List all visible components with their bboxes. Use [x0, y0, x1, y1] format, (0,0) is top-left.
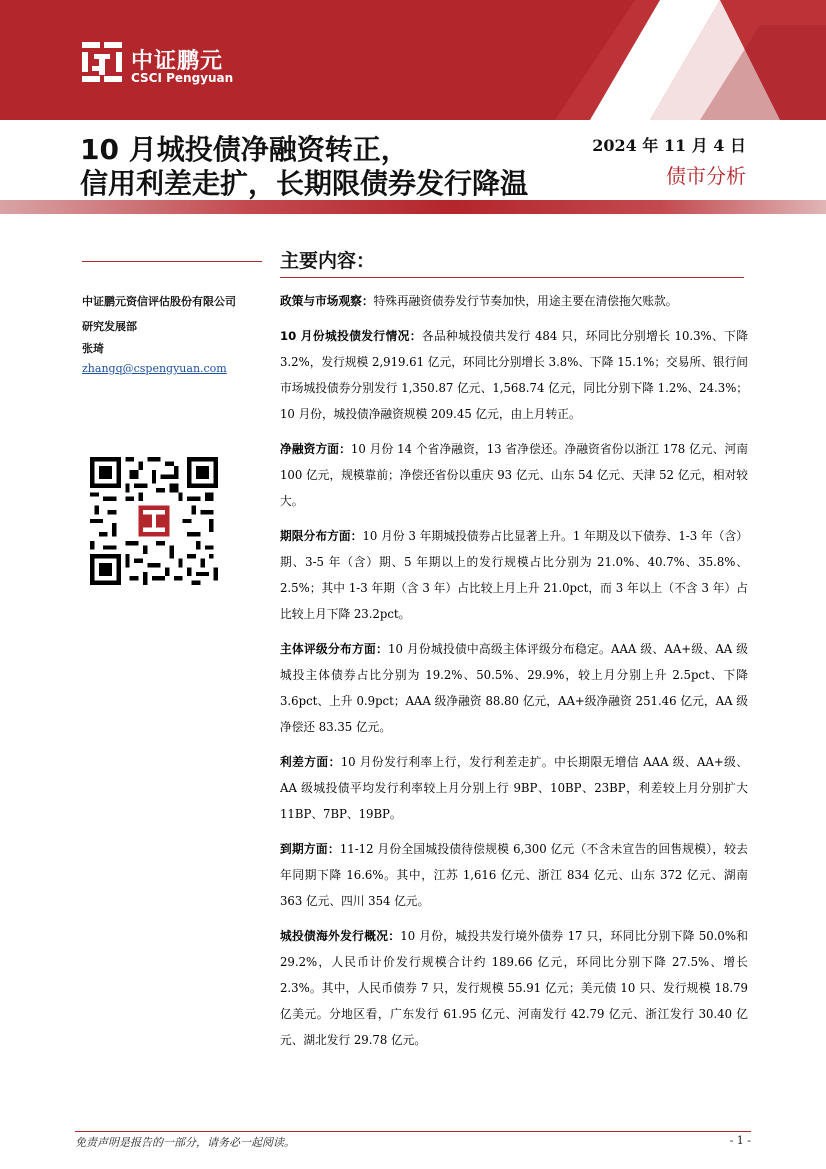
footer-disclaimer: 免责声明是报告的一部分，请务必一起阅读。	[75, 1136, 295, 1149]
paragraph-text: 10 月份 3 年期城投债券占比显著上升。1 年期及以下债券、1-3 年（含）期、3-5 年（含）期、5 年期以上的发行规模占比分别为 21.0%、40.7%、35.8%、2.5%；其中 1-3 年期（含 3 年）占比较上月上升 21.0pct，而 3 年以上（不含 3 年）占比较上月下降 23.2pct。	[280, 529, 748, 621]
paragraph-text: 10 月份 14 个省净融资，13 省净偿还。净融资省份以浙江 178 亿元、河南 100 亿元，规模靠前；净偿还省份以重庆 93 亿元、山东 54 亿元、天津 52 亿元，相对较大。	[280, 442, 748, 508]
company-logo-icon	[78, 38, 126, 86]
paragraph-text: 特殊再融资债券发行节奏加快，用途主要在清偿拖欠账款。	[373, 294, 678, 308]
paragraph-label: 净融资方面	[280, 442, 340, 456]
paragraph-text: 10 月份，城投共发行境外债券 17 只，环同比分别下降 50.0%和 29.2%，人民币计价发行规模合计约 189.66 亿元，环同比分别下降 27.5%、增长 2.3%。其中，人民币债券 7 只，发行规模 55.91 亿元；美元债 10 只、发行规模 18.79 亿美元。分地区看，广东发行 61.95 亿元、河南发行 42.79 亿元、浙江发行 30.40 亿元、湖北发行 29.78 亿元。	[280, 929, 748, 1047]
paragraph-overseas: 城投债海外发行概况：10 月份，城投共发行境外债券 17 只，环同比分别下降 50.0%和 29.2%，人民币计价发行规模合计约 189.66 亿元，环同比分别下降 27.5%、增长 2.3%。其中，人民币债券 7 只，发行规模 55.91 亿元；美元债 10 只、发行规模 18.79 亿美元。分地区看，广东发行 61.95 亿元、河南发行 42.79 亿元、浙江发行 30.40 亿元、湖北发行 29.78 亿元。	[280, 929, 748, 1047]
header-band	[0, 0, 826, 120]
paragraph-label: 期限分布方面	[280, 529, 351, 543]
author-name: 张琦	[82, 342, 104, 355]
author-email-link[interactable]: zhangq@cspengyuan.com	[82, 362, 227, 375]
paragraph-text: 10 月份发行利率上行，发行利差走扩。中长期限无增信 AAA 级、AA+级、AA 级城投债平均发行利率较上月分别上行 9BP、10BP、23BP，利差较上月分别扩大 11BP、7BP、19BP。	[280, 755, 748, 821]
qr-code-icon	[90, 457, 218, 585]
report-category: 债市分析	[666, 164, 746, 188]
paragraph-label: 城投债海外发行概况	[280, 929, 389, 943]
report-date: 2024 年 11 月 4 日	[592, 136, 746, 155]
main-heading: 主要内容：	[280, 250, 376, 272]
paragraph-text: 各品种城投债共发行 484 只，环同比分别增长 10.3%、下降 3.2%，发行规模 2,919.61 亿元，环同比分别增长 3.8%、下降 15.1%；交易所、银行间市场城投债券分别发行 1,350.87 亿元、1,568.74 亿元，同比分别下降 1.2%、24.3%；10 月份，城投债净融资规模 209.45 亿元，由上月转正。	[280, 329, 748, 421]
report-title-line-2: 信用利差走扩，长期限债券发行降温	[80, 167, 529, 200]
organization-name: 中证鹏元资信评估股份有限公司	[82, 295, 236, 308]
paragraph-spread: 利差方面：10 月份发行利率上行，发行利差走扩。中长期限无增信 AAA 级、AA+级、AA 级城投债平均发行利率较上月分别上行 9BP、10BP、23BP，利差较上月分别扩大 11BP、7BP、19BP。	[280, 755, 748, 821]
paragraph-text: 11-12 月份全国城投债待偿规模 6,300 亿元（不含未宣告的回售规模），较去年同期下降 16.6%。其中，江苏 1,616 亿元、浙江 834 亿元、山东 372 亿元、湖南 363 亿元、四川 354 亿元。	[280, 842, 748, 908]
paragraph-rating: 主体评级分布方面：10 月份城投债中高级主体评级分布稳定。AAA 级、AA+级、AA 级城投主体债券占比分别为 19.2%、50.5%、29.9%，较上月分别上升 2.5pct、下降 3.6pct、上升 0.9pct；AAA 级净融资 88.80 亿元，AA+级净融资 251.46 亿元，AA 级净偿还 83.35 亿元。	[280, 642, 748, 734]
paragraph-text: 10 月份城投债中高级主体评级分布稳定。AAA 级、AA+级、AA 级城投主体债券占比分别为 19.2%、50.5%、29.9%，较上月分别上升 2.5pct、下降 3.6pct、上升 0.9pct；AAA 级净融资 88.80 亿元，AA+级净融资 251.46 亿元，AA 级净偿还 83.35 亿元。	[280, 642, 748, 734]
paragraph-label: 主体评级分布方面	[280, 642, 377, 656]
paragraph-maturity-term: 期限分布方面：10 月份 3 年期城投债券占比显著上升。1 年期及以下债券、1-3 年（含）期、3-5 年（含）期、5 年期以上的发行规模占比分别为 21.0%、40.7%、35.8%、2.5%；其中 1-3 年期（含 3 年）占比较上月上升 21.0pct，而 3 年以上（不含 3 年）占比较上月下降 23.2pct。	[280, 529, 748, 621]
paragraph-maturity: 到期方面：11-12 月份全国城投债待偿规模 6,300 亿元（不含未宣告的回售规模），较去年同期下降 16.6%。其中，江苏 1,616 亿元、浙江 834 亿元、山东 372 亿元、湖南 363 亿元、四川 354 亿元。	[280, 842, 748, 908]
page-number: - 1 -	[729, 1134, 751, 1147]
department-name: 研究发展部	[82, 320, 137, 333]
footer-divider	[75, 1131, 751, 1132]
brand-name-en: CSCI Pengyuan	[131, 71, 234, 85]
main-content	[280, 288, 748, 1062]
paragraph-net-financing: 净融资方面：10 月份 14 个省净融资，13 省净偿还。净融资省份以浙江 178 亿元、河南 100 亿元，规模靠前；净偿还省份以重庆 93 亿元、山东 54 亿元、天津 52 亿元，相对较大。	[280, 442, 748, 508]
brand-name-cn: 中证鹏元	[131, 49, 224, 74]
paragraph-label: 到期方面	[280, 842, 328, 856]
main-heading-divider	[280, 277, 744, 278]
sidebar-divider	[82, 261, 262, 262]
paragraph-issuance: 10 月份城投债发行情况：各品种城投债共发行 484 只，环同比分别增长 10.3%、下降 3.2%，发行规模 2,919.61 亿元，环同比分别增长 3.8%、下降 15.1%；交易所、银行间市场城投债券分别发行 1,350.87 亿元、1,568.74 亿元，同比分别下降 1.2%、24.3%；10 月份，城投债净融资规模 209.45 亿元，由上月转正。	[280, 329, 748, 421]
paragraph-label: 10 月份城投债发行情况	[280, 329, 410, 343]
title-divider-bar	[0, 200, 826, 214]
paragraph-label: 政策与市场观察	[280, 294, 362, 308]
paragraph-label: 利差方面	[280, 755, 329, 769]
paragraph-policy: 政策与市场观察：特殊再融资债券发行节奏加快，用途主要在清偿拖欠账款。	[280, 294, 678, 308]
report-title-line-1: 10 月城投债净融资转正，	[80, 133, 409, 166]
